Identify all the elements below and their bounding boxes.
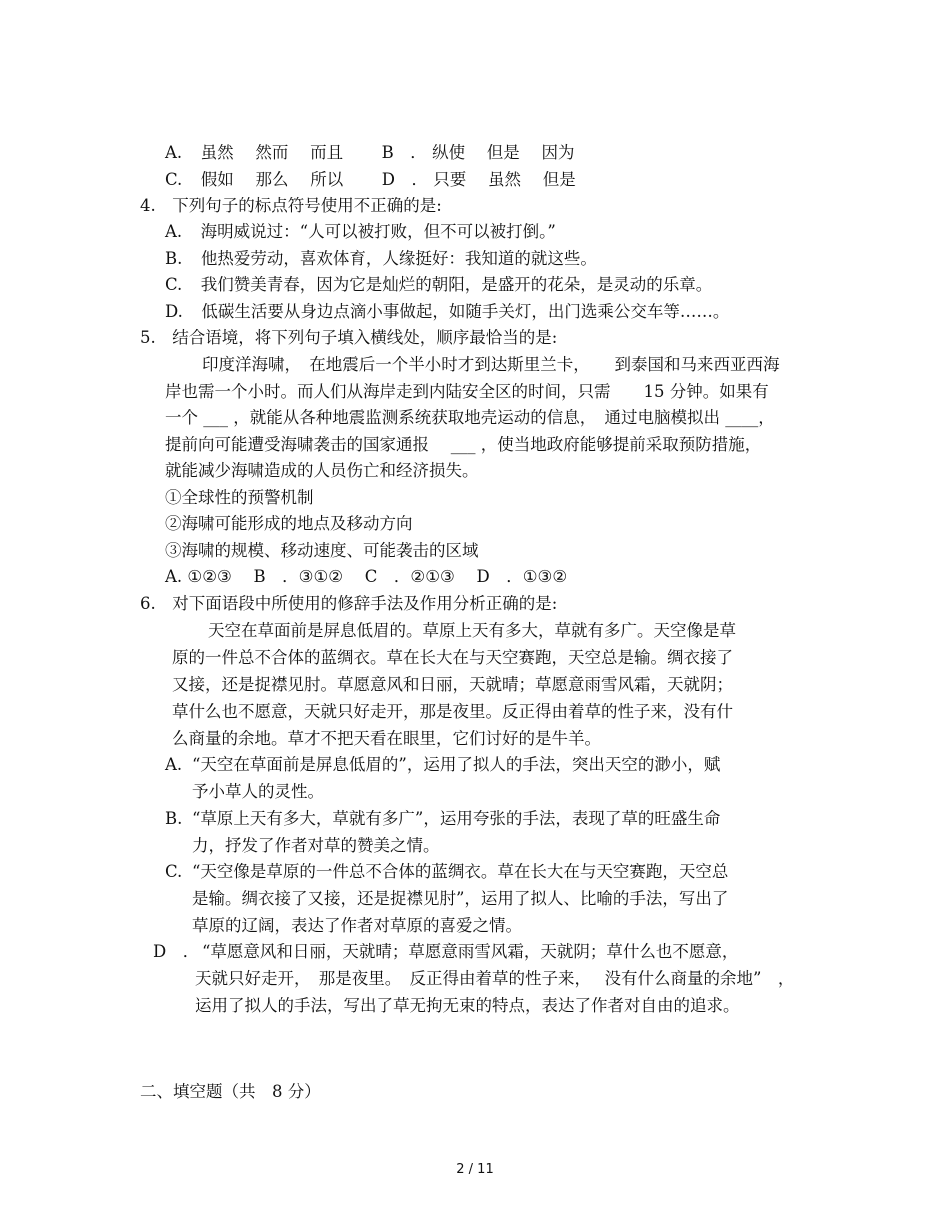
- question-6-stem: [140, 594, 557, 614]
- option-text: 海明威说过：“人可以被打败，但不可以被打倒。”: [200, 222, 556, 241]
- question-4-stem: [140, 196, 442, 216]
- q6-option-d-line: 天就只好走开， 那是夜里。 反正得由着草的性子来， 没有什么商量的余地” ，: [195, 969, 795, 988]
- question-text: 对下面语段中所使用的修辞手法及作用分析正确的是:: [172, 594, 558, 613]
- option-text: 他热爱劳动，喜欢体育，人缘挺好：我知道的就这些。: [200, 249, 597, 268]
- q4-option-a: [165, 222, 556, 242]
- option-label: D ．: [381, 170, 429, 189]
- q6-option-d-line: 运用了拟人的手法，写出了草无拘无束的特点，表达了作者对自由的追求。: [195, 996, 740, 1015]
- option-label: A.: [165, 222, 183, 241]
- q6-option-a-line: “天空在草面前是屏息低眉的”，运用了拟人的手法，突出天空的渺小，赋: [192, 755, 721, 774]
- q6-option-d-line: “草愿意风和日丽，天就晴；草愿意雨雪风霜，天就阴；草什么也不愿意，: [202, 942, 739, 961]
- q4-option-b: [165, 249, 597, 269]
- section-2-title: 二、填空题（共 8 分）: [140, 1082, 321, 1101]
- q5-answer-options: A. ①②③ B ．③①② C ．②①③ D ．①③②: [165, 567, 568, 586]
- option-text: 低碳生活要从身边点滴小事做起，如随手关灯，出门选乘公交车等……。: [201, 302, 730, 321]
- option-label: B.: [165, 249, 183, 268]
- option-label: B ．: [381, 143, 427, 162]
- q6-option-b-line: 力，抒发了作者对草的赞美之情。: [192, 836, 440, 855]
- option-text: 纵使 但是 因为: [432, 143, 575, 162]
- q5-item: ③海啸的规模、移动速度、可能袭击的区域: [165, 541, 479, 560]
- q5-item: ②海啸可能形成的地点及移动方向: [165, 514, 413, 533]
- option-text: 我们赞美青春，因为它是灿烂的朝阳，是盛开的花朵，是灵动的乐章。: [200, 275, 713, 294]
- q6-option-c-line: 是输。绸衣接了又接，还是捉襟见肘”，运用了拟人、比喻的手法，写出了: [192, 889, 729, 908]
- q6-passage-line: 天空在草面前是屏息低眉的。草原上天有多大，草就有多广。天空像是草: [208, 621, 736, 640]
- question-text: 下列句子的标点符号使用不正确的是:: [172, 196, 442, 215]
- q6-option-b-line: “草原上天有多大，草就有多广”，运用夸张的手法，表现了草的旺盛生命: [192, 809, 721, 828]
- q3-option-row-1: [165, 143, 575, 163]
- option-text: 虽然 然而 而且: [200, 143, 344, 162]
- q5-passage-line: 提前向可能遭受海啸袭击的国家通报 ___ ，使当地政府能够提前采取预防措施，: [165, 435, 762, 454]
- option-label: C.: [165, 275, 183, 294]
- option-label: C.: [165, 170, 183, 189]
- q6-passage-line: 原的一件总不合体的蓝绸衣。草在长大在与天空赛跑，天空总是输。绸衣接了: [172, 648, 733, 667]
- question-number: 4.: [140, 196, 156, 215]
- q4-option-d: [165, 302, 729, 322]
- q5-passage-line: 岸也需一个小时。而人们从海岸走到内陆安全区的时间，只需 15 分钟。如果有: [165, 382, 769, 401]
- q6-passage-line: 么商量的余地。草才不把天看在眼里，它们讨好的是牛羊。: [172, 729, 601, 748]
- q5-passage-line: 一个 ___ ，就能从各种地震监测系统获取地壳运动的信息， 通过电脑模拟出 ____，: [165, 408, 775, 427]
- question-number: 5.: [140, 328, 156, 347]
- option-text: 假如 那么 所以: [200, 170, 344, 189]
- q6-option-d-label: D ．: [153, 942, 200, 961]
- option-text: 只要 虽然 但是: [433, 170, 576, 189]
- q6-option-a-label: A.: [165, 755, 183, 774]
- q6-option-c-label: C.: [165, 862, 183, 881]
- q5-item: ①全球性的预警机制: [165, 488, 314, 507]
- q6-option-c-line: 草原的辽阔，表达了作者对草原的喜爱之情。: [192, 916, 522, 935]
- q6-option-a-line: 予小草人的灵性。: [192, 782, 324, 801]
- q5-passage-line: 印度洋海啸， 在地震后一个半小时才到达斯里兰卡， 到泰国和马来西亚西海: [202, 355, 780, 374]
- option-label: A.: [165, 143, 183, 162]
- q6-option-c-line: “天空像是草原的一件总不合体的蓝绸衣。草在长大在与天空赛跑，天空总: [192, 862, 729, 881]
- page-number: 2 / 11: [456, 1162, 494, 1177]
- option-label: D.: [165, 302, 183, 321]
- q6-passage-line: 又接，还是捉襟见肘。草愿意风和日丽，天就晴；草愿意雨雪风霜，天就阴；: [172, 675, 733, 694]
- q3-option-row-2: [165, 170, 576, 190]
- question-5-stem: [140, 328, 557, 348]
- q5-passage-line: 就能减少海啸造成的人员伤亡和经济损失。: [165, 461, 479, 480]
- q4-option-c: [165, 275, 712, 295]
- q6-option-b-label: B.: [165, 809, 183, 828]
- question-text: 结合语境，将下列句子填入横线处，顺序最恰当的是:: [172, 328, 558, 347]
- q6-passage-line: 草什么也不愿意，天就只好走开，那是夜里。反正得由着草的性子来，没有什: [172, 702, 733, 721]
- question-number: 6.: [140, 594, 156, 613]
